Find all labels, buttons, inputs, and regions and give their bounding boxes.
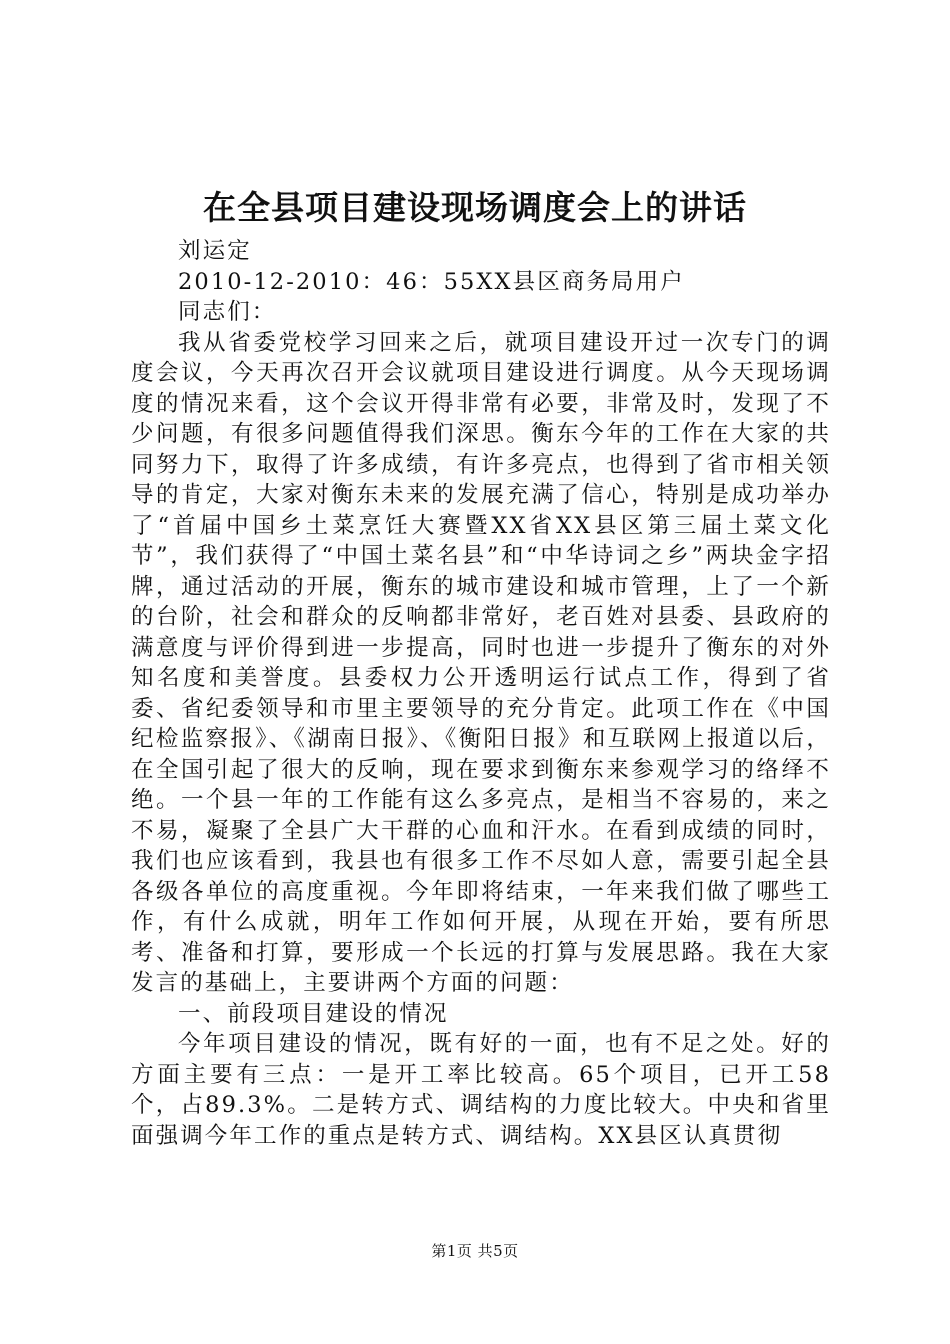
document-body [131, 236, 831, 1151]
salutation: 同志们： [178, 299, 277, 325]
meta-line: 2010-12-2010：46：55XX县区商务局用户 [178, 268, 685, 295]
paragraph-1: 我从省委党校学习回来之后，就项目建设开过一次专门的调度会议，今天再次召开会议就项目建设进行调度。从今天现场调度的情况来看，这个会议开得非常有必要，非常及时，发现了不少问题，有很多问题值得我们深思。衡东今年的工作在大家的共同努力下，取得了许多成绩，有许多亮点，也得到了省市相关领导的肯定，大家对衡东未来的发展充满了信心，特别是成功举办了“首届中国乡土菜烹饪大赛暨XX省XX县区第三届土菜文化节”，我们获得了“中国土菜名县”和“中华诗词之乡”两块金字招牌，通过活动的开展，衡东的城市建设和城市管理，上了一个新的台阶，社会和群众的反响都非常好，老百姓对县委、县政府的满意度与评价得到进一步提高，同时也进一步提升了衡东的对外知名度和美誉度。县委权力公开透明运行试点工作，得到了省委、省纪委领导和市里主要领导的充分肯定。此项工作在《中国纪检监察报》、《湖南日报》、《衡阳日报》和互联网上报道以后，在全国引起了很大的反响，现在要求到衡东来参观学习的络绎不绝。一个县一年的工作能有这么多亮点，是相当不容易的，来之不易，凝聚了全县广大干群的心血和汗水。在看到成绩的同时，我们也应该看到，我县也有很多工作不尽如人意，需要引起全县各级各单位的高度重视。今年即将结束，一年来我们做了哪些工作，有什么成就，明年工作如何开展，从现在开始，要有所思考、准备和打算，要形成一个长远的打算与发展思路。我在大家发言的基础上，主要讲两个方面的问题： [131, 329, 831, 996]
document-title: 在全县项目建设现场调度会上的讲话 [203, 188, 747, 227]
author-line: 刘运定 [178, 238, 252, 264]
paragraph-2: 今年项目建设的情况，既有好的一面，也有不足之处。好的方面主要有三点：一是开工率比较高。65个项目，已开工58个，占89.3%。二是转方式、调结构的力度比较大。中央和省里面强调今年工作的重点是转方式、调结构。XX县区认真贯彻 [131, 1031, 831, 1149]
section-heading-1: 一、前段项目建设的情况 [178, 1000, 449, 1027]
page-footer: 第1页 共5页 [431, 1242, 519, 1260]
